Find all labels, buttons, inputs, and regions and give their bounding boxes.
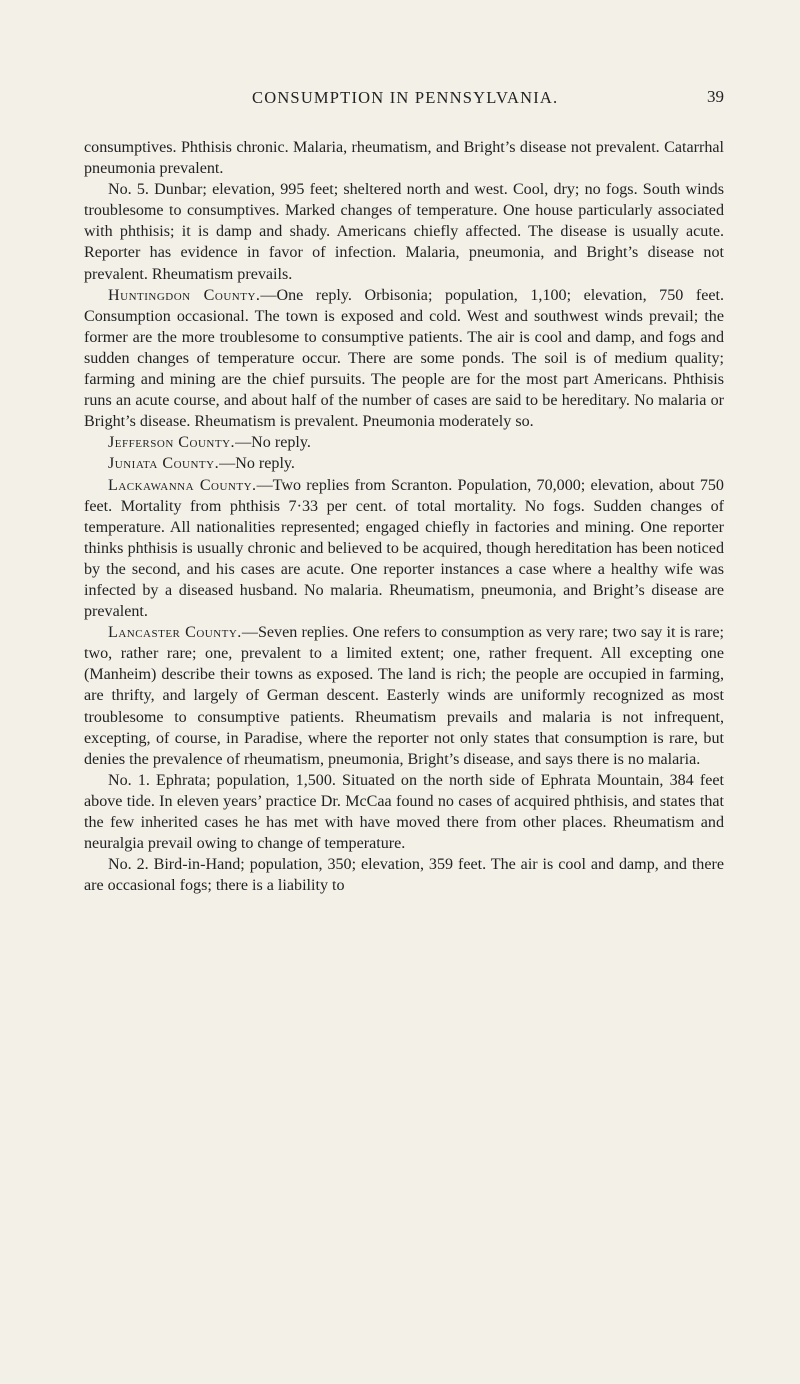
page-number: 39 xyxy=(707,87,724,106)
page-header xyxy=(252,88,724,112)
paragraph xyxy=(84,285,724,433)
county-heading: Lancaster County. xyxy=(108,624,242,642)
paragraph xyxy=(84,137,724,179)
paragraph-text: No. 1. Ephrata; population, 1,500. Situated on the north side of Ephrata Mountain, 384 feet above tide. In eleven years’ practice Dr. McCaa found no cases of acquired phthisis, and states that the few inherited cases he has met with have moved there from other places. Rheumatism and neuralgia prevail owing to change of temperature. xyxy=(84,771,724,853)
paragraph-text: —No reply. xyxy=(235,434,311,452)
paragraph xyxy=(84,622,724,770)
county-heading: Huntingdon County. xyxy=(108,286,261,304)
paragraph xyxy=(84,854,724,896)
paragraph xyxy=(84,453,724,474)
county-heading: Juniata County. xyxy=(108,455,220,473)
paragraph xyxy=(84,432,724,453)
paragraph-text: —No reply. xyxy=(219,455,295,473)
paragraph-text: consumptives. Phthisis chronic. Malaria, rheumatism, and Bright’s disease not prevalent. Catarrhal pneumonia prevalent. xyxy=(84,139,724,178)
paragraph-text: No. 2. Bird-in-Hand; population, 350; elevation, 359 feet. The air is cool and damp, and there are occasional fogs; there is a liability to xyxy=(84,856,724,895)
paragraph-text: —One reply. Orbisonia; population, 1,100; elevation, 750 feet. Consumption occasional. The town is exposed and cold. West and southwest winds prevail; the former are the more troublesome to consumptive patients. The air is cool and damp, and fogs and sudden changes of temperature occur. There are some ponds. The soil is of medium quality; farming and mining are the chief pursuits. The people are for the most part Americans. Phthisis runs an acute course, and about half of the number of cases are said to be hereditary. No malaria or Bright’s disease. Rheumatism is prevalent. Pneumonia moderately so. xyxy=(84,286,724,431)
body-text xyxy=(84,137,724,896)
county-heading: Lackawanna County. xyxy=(108,476,257,494)
paragraph-text: No. 5. Dunbar; elevation, 995 feet; sheltered north and west. Cool, dry; no fogs. South winds troublesome to consumptives. Marked changes of temperature. One house particularly associated with phthisis; it is damp and shady. Americans chiefly affected. The disease is usually acute. Reporter has evidence in favor of infection. Malaria, pneumonia, and Bright’s disease not prevalent. Rheumatism prevails. xyxy=(84,181,724,283)
paragraph xyxy=(84,770,724,854)
paragraph xyxy=(84,179,724,284)
paragraph-text: —Two replies from Scranton. Population, 70,000; elevation, about 750 feet. Mortality from phthisis 7·33 per cent. of total mortality. No fogs. Sudden changes of temperature. All nationalities represented; engaged chiefly in factories and mining. One reporter thinks phthisis is usually chronic and believed to be acquired, though hereditation has been noticed by the second, and his cases are acute. One reporter instances a case where a healthy wife was infected by a diseased husband. No malaria. Rheumatism, pneumonia, and Bright’s disease are prevalent. xyxy=(84,476,724,621)
paragraph-text: —Seven replies. One refers to consumption as very rare; two say it is rare; two, rather rare; one, prevalent to a limited extent; one, rather frequent. All excepting one (Manheim) describe their towns as exposed. The land is rich; the people are occupied in farming, are thrifty, and largely of German descent. Easterly winds are uniformly recognized as most troublesome to consumptive patients. Rheumatism prevails and malaria is not infrequent, excepting, of course, in Paradise, where the reporter not only states that consumption is rare, but denies the prevalence of rheumatism, pneumonia, Bright’s disease, and says there is no malaria. xyxy=(84,624,725,768)
county-heading: Jefferson County. xyxy=(108,434,236,452)
paragraph xyxy=(84,475,724,623)
running-head: CONSUMPTION IN PENNSYLVANIA. xyxy=(252,88,559,107)
